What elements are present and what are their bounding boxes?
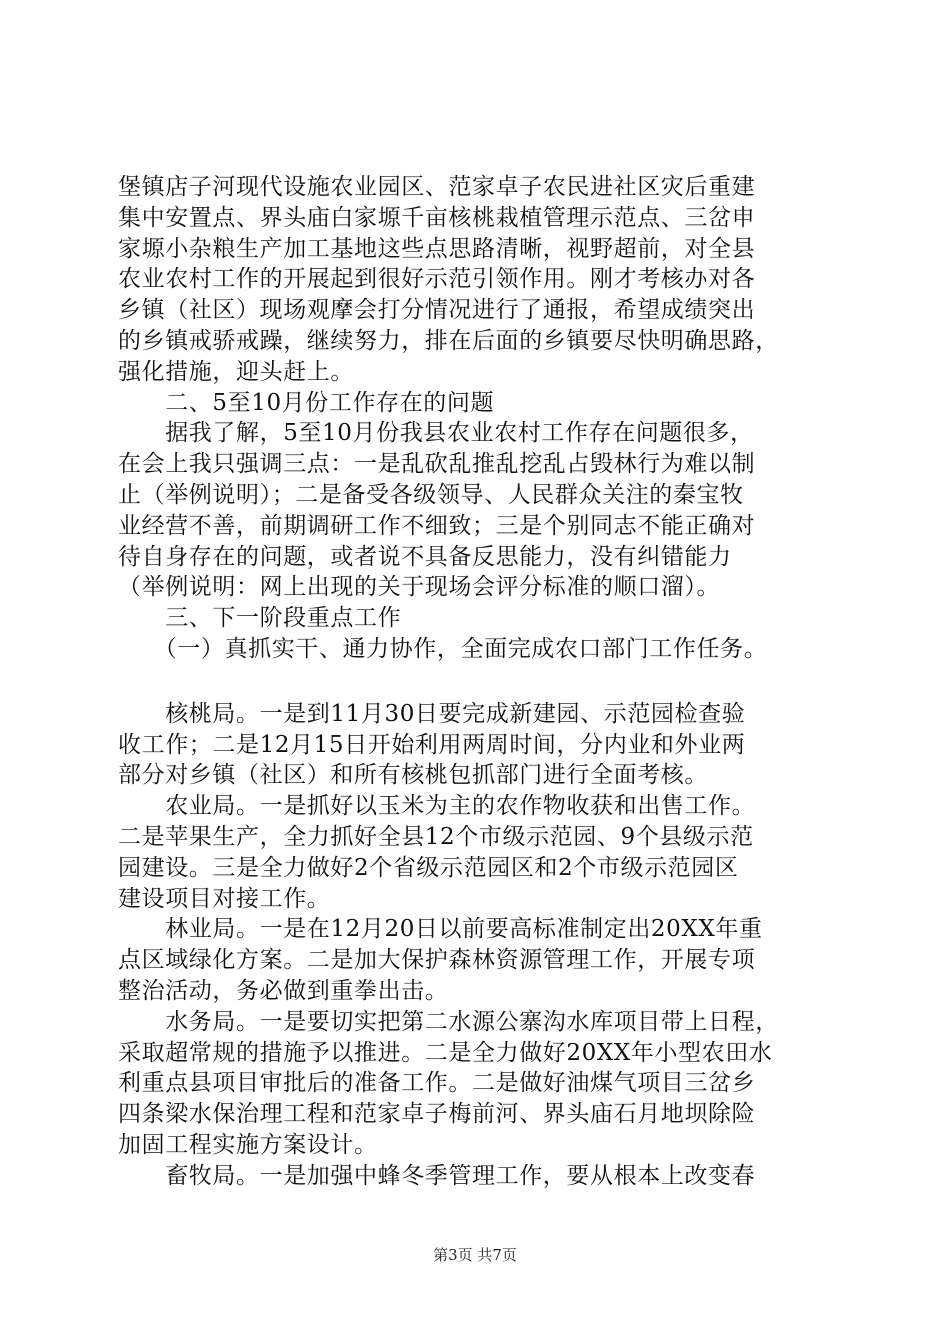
text-line: 待自身存在的问题，或者说不具备反思能力，没有纠错能力 — [118, 543, 732, 570]
text-line: 强化措施，迎头赶上。 — [118, 358, 354, 385]
text-line: 畜牧局。一是加强中蜂冬季管理工作，要从根本上改变春 — [118, 1162, 756, 1189]
text-line: 收工作；二是12月15日开始利用两周时间，分内业和外业两 — [118, 731, 746, 758]
text-line: 建设项目对接工作。 — [118, 885, 331, 912]
text-line: 部分对乡镇（社区）和所有核桃包抓部门进行全面考核。 — [118, 762, 708, 789]
text-line: 家塬小杂粮生产加工基地这些点思路清晰，视野超前，对全县 — [118, 235, 756, 262]
section-heading: 三、下一阶段重点工作 — [118, 605, 402, 632]
text-line: 水务局。一是要切实把第二水源公寨沟水库项目带上日程， — [118, 1008, 779, 1035]
text-line: 四条梁水保治理工程和范家卓子梅前河、界头庙石月地坝除险 — [118, 1101, 756, 1128]
text-line: 核桃局。一是到11月30日要完成新建园、示范园检查验 — [118, 700, 746, 727]
text-line: 乡镇（社区）现场观摩会打分情况进行了通报，希望成绩突出 — [118, 297, 756, 324]
text-line: 利重点县项目审批后的准备工作。二是做好油煤气项目三岔乡 — [118, 1070, 756, 1097]
text-line: 点区域绿化方案。二是加大保护森林资源管理工作，开展专项 — [118, 947, 756, 974]
text-line: 林业局。一是在12月20日以前要高标准制定出20XX年重 — [118, 916, 763, 943]
paragraph-gap — [118, 665, 838, 699]
text-line: 的乡镇戒骄戒躁，继续努力，排在后面的乡镇要尽快明确思路， — [118, 327, 779, 354]
text-line: 农业农村工作的开展起到很好示范引领作用。刚才考核办对各 — [118, 266, 756, 293]
text-line: 农业局。一是抓好以玉米为主的农作物收获和出售工作。 — [118, 793, 756, 820]
page-footer: 第3页 共7页 — [433, 1246, 517, 1264]
text-line: 业经营不善，前期调研工作不细致；三是个别同志不能正确对 — [118, 512, 756, 539]
text-line: 加固工程实施方案设计。 — [118, 1131, 378, 1158]
section-heading: 二、5至10月份工作存在的问题 — [118, 389, 495, 416]
document-body — [118, 172, 838, 1192]
text-line: 止（举例说明）；二是备受各级领导、人民群众关注的秦宝牧 — [118, 481, 744, 508]
text-line: 整治活动，务必做到重拳出击。 — [118, 977, 449, 1004]
text-line: 集中安置点、界头庙白家塬千亩核桃栽植管理示范点、三岔申 — [118, 204, 756, 231]
text-line: 据我了解，5至10月份我县农业农村工作存在问题很多， — [118, 420, 754, 447]
text-line: （举例说明：网上出现的关于现场会评分标准的顺口溜）。 — [118, 574, 721, 601]
text-line: 采取超常规的措施予以推进。二是全力做好20XX年小型农田水 — [118, 1039, 773, 1066]
text-line: 二是苹果生产，全力抓好全县12个市级示范园、9个县级示范 — [118, 823, 754, 850]
text-line: 在会上我只强调三点：一是乱砍乱推乱挖乱占毁林行为难以制 — [118, 451, 756, 478]
subsection-heading: （一）真抓实干、通力协作，全面完成农口部门工作任务。 — [118, 635, 768, 662]
text-line: 堡镇店子河现代设施农业园区、范家卓子农民进社区灾后重建 — [118, 174, 756, 200]
text-line: 园建设。三是全力做好2个省级示范园区和2个市级示范园区 — [118, 854, 739, 881]
